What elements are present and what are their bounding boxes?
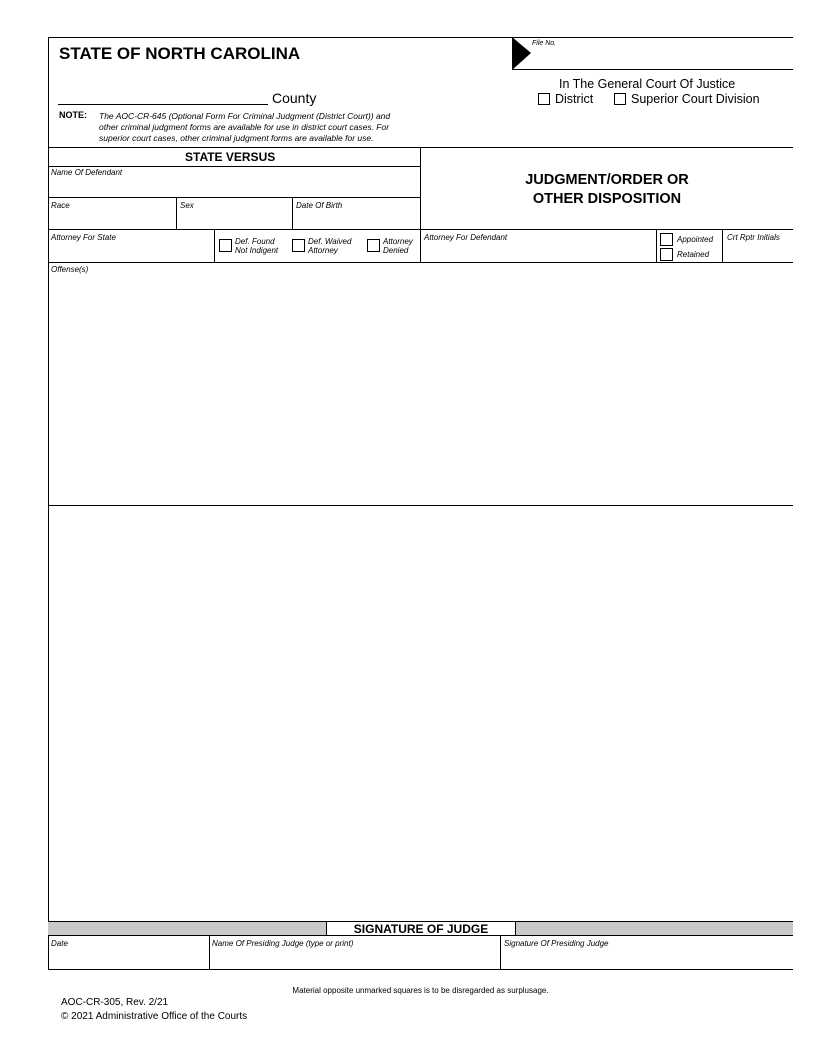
district-checkbox[interactable] (538, 93, 550, 105)
def-waived-label-2: Attorney (308, 246, 338, 255)
attorney-denied-label-2: Denied (383, 246, 409, 255)
file-no-input[interactable] (532, 50, 791, 68)
signature-bottom-line (48, 969, 793, 970)
note-line-1: The AOC-CR-645 (Optional Form For Criminal Judgment (District Court)) and (99, 111, 391, 121)
def-found-label-2: Not Indigent (235, 246, 279, 255)
signature-heading: SIGNATURE OF JUDGE (326, 921, 516, 936)
attorney-state-divider (214, 230, 215, 262)
note-label: NOTE: (59, 110, 87, 120)
name-of-defendant-input[interactable] (52, 179, 418, 197)
name-row-bottom-line (48, 197, 420, 198)
signature-name-divider (500, 936, 501, 970)
superior-court-checkbox[interactable] (614, 93, 626, 105)
form-number: AOC-CR-305, Rev. 2/21 (61, 997, 169, 1008)
frame-top-border (48, 37, 793, 38)
judgment-body-textarea[interactable] (52, 510, 794, 920)
signature-date-divider (209, 936, 210, 970)
attorney-row-bottom-line (48, 262, 793, 263)
judge-name-label: Name Of Presiding Judge (type or print) (212, 939, 354, 948)
county-input[interactable] (58, 88, 270, 105)
def-waived-attorney-checkbox[interactable] (292, 239, 305, 252)
copyright: © 2021 Administrative Office of the Courts (61, 1011, 248, 1022)
superior-court-label: Superior Court Division (631, 92, 760, 106)
retained-label: Retained (677, 250, 710, 259)
retained-checkbox[interactable] (660, 248, 673, 261)
signature-date-input[interactable] (52, 950, 208, 968)
attorney-def-divider (656, 230, 657, 262)
surplusage-note: Material opposite unmarked squares is to be disregarded as surplusage. (292, 986, 549, 995)
form-title-line-2: OTHER DISPOSITION (532, 191, 682, 207)
state-versus-heading: STATE VERSUS (185, 150, 276, 164)
appointed-checkbox[interactable] (660, 233, 673, 246)
court-title: In The General Court Of Justice (559, 77, 736, 91)
attorney-for-defendant-label: Attorney For Defendant (424, 233, 508, 242)
frame-left-border (48, 37, 49, 970)
attorney-denied-checkbox[interactable] (367, 239, 380, 252)
race-row-bottom-line (48, 229, 420, 230)
offenses-textarea[interactable] (52, 276, 794, 506)
def-found-label-1: Def. Found (235, 237, 275, 246)
file-no-underline (512, 69, 793, 70)
district-label: District (555, 92, 594, 106)
crt-rptr-divider (722, 230, 723, 262)
county-label: County (272, 90, 317, 106)
form-title-line-1: JUDGMENT/ORDER OR (525, 172, 689, 188)
date-of-birth-label: Date Of Birth (296, 201, 343, 210)
file-no-label: File No. (532, 40, 557, 47)
state-versus-heading-line (48, 166, 420, 167)
offenses-label: Offense(s) (51, 265, 89, 274)
attorney-denied-label-1: Attorney (383, 237, 413, 246)
race-input[interactable] (52, 211, 176, 229)
state-title: STATE OF NORTH CAROLINA (59, 44, 301, 63)
sex-input[interactable] (181, 211, 293, 229)
race-sex-divider (176, 198, 177, 230)
file-no-arrow-icon (512, 37, 532, 70)
note-line-2: other criminal judgment forms are available for use in district court cases. For (99, 122, 390, 132)
date-of-birth-input[interactable] (297, 211, 419, 229)
def-waived-label-1: Def. Waived (308, 237, 352, 246)
note-line-3: superior court cases, other criminal judgment forms are available for use. (99, 133, 374, 143)
attorney-for-defendant-input[interactable] (425, 243, 657, 261)
attorney-for-state-label: Attorney For State (51, 233, 116, 242)
offenses-bottom-line (48, 505, 793, 506)
attorney-row-top-line (420, 229, 793, 230)
sex-label: Sex (180, 201, 194, 210)
crt-rptr-initials-label: Crt Rptr Initials (727, 233, 780, 242)
signature-date-label: Date (51, 939, 68, 948)
sex-dob-divider (292, 198, 293, 230)
appointed-label: Appointed (677, 235, 714, 244)
judge-signature-label: Signature Of Presiding Judge (504, 939, 609, 948)
race-label: Race (51, 201, 70, 210)
def-found-not-indigent-checkbox[interactable] (219, 239, 232, 252)
name-of-defendant-label: Name Of Defendant (51, 168, 123, 177)
county-underline (58, 104, 268, 105)
judge-name-input[interactable] (213, 950, 500, 968)
